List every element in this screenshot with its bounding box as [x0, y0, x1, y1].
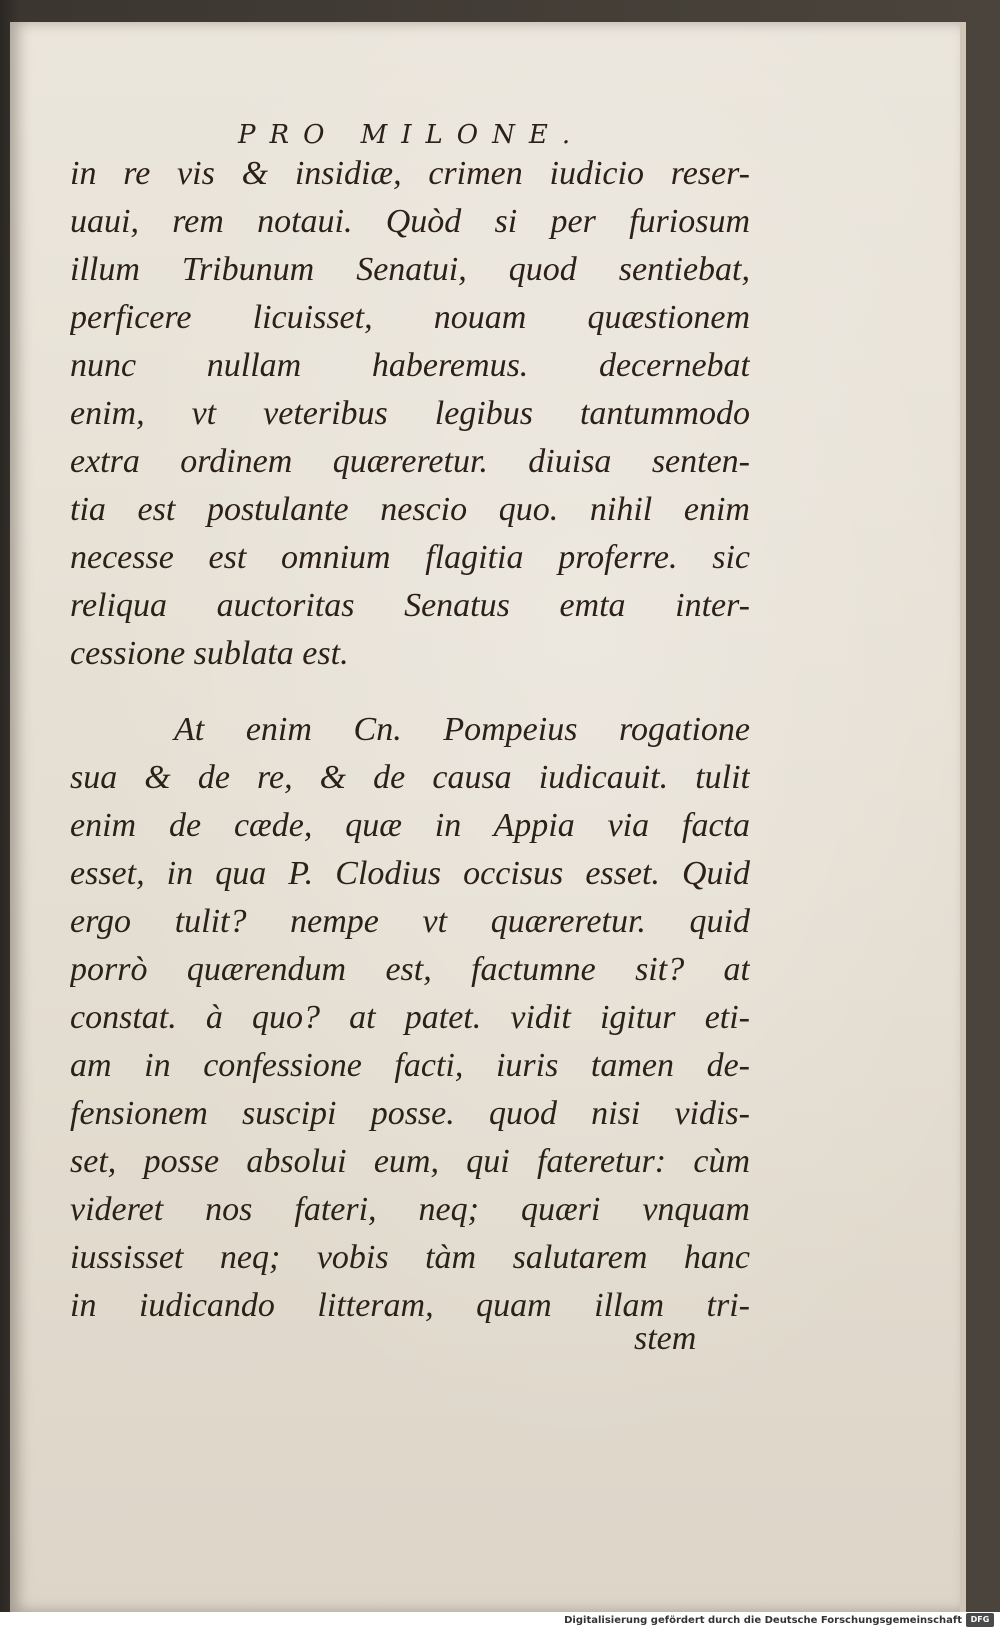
catchword: stem	[634, 1320, 697, 1357]
text-line: videret nos fateri, neq; quæri vnquam	[70, 1191, 750, 1228]
text-line: sua & de re, & de causa iudicauit. tulit	[70, 759, 750, 796]
paragraph-gap	[70, 678, 750, 706]
text-line: ergo tulit? nempe vt quæreretur. quid	[70, 903, 750, 940]
text-line: set, posse absolui eum, qui fateretur: cùm	[70, 1143, 750, 1180]
text-block	[70, 150, 750, 1330]
text-line: illum Tribunum Senatui, quod sentiebat,	[70, 251, 750, 288]
text-line: necesse est omnium flagitia proferre. sic	[70, 539, 750, 576]
text-line: enim, vt veteribus legibus tantummodo	[70, 395, 750, 432]
text-line: in re vis & insidiæ, crimen iudicio reser-	[70, 155, 750, 192]
text-line: iussisset neq; vobis tàm salutarem hanc	[70, 1239, 750, 1276]
running-head: PRO MILONE.	[238, 120, 585, 150]
text-line: in iudicando litteram, quam illam tri-	[70, 1287, 750, 1324]
text-line: reliqua auctoritas Senatus emta inter-	[70, 587, 750, 624]
text-line: At enim Cn. Pompeius rogatione	[174, 711, 750, 748]
text-line: enim de cæde, quæ in Appia via facta	[70, 807, 750, 844]
text-line: perficere licuisset, nouam quæstionem	[70, 299, 750, 336]
text-line: nunc nullam haberemus. decernebat	[70, 347, 750, 384]
funding-credit: Digitalisierung gefördert durch die Deutsche Forschungsgemeinschaft	[564, 1615, 962, 1626]
text-line: cessione sublata est.	[70, 635, 349, 672]
text-line: esset, in qua P. Clodius occisus esset. Quid	[70, 855, 750, 892]
text-line: tia est postulante nescio quo. nihil enim	[70, 491, 750, 528]
text-line: porrò quærendum est, factumne sit? at	[70, 951, 750, 988]
text-line: constat. à quo? at patet. vidit igitur eti-	[70, 999, 750, 1036]
text-line: fensionem suscipi posse. quod nisi vidis-	[70, 1095, 750, 1132]
dfg-logo-icon: DFG	[966, 1613, 994, 1627]
text-line: extra ordinem quæreretur. diuisa senten-	[70, 443, 750, 480]
text-line: uaui, rem notaui. Quòd si per furiosum	[70, 203, 750, 240]
text-line: am in confessione facti, iuris tamen de-	[70, 1047, 750, 1084]
